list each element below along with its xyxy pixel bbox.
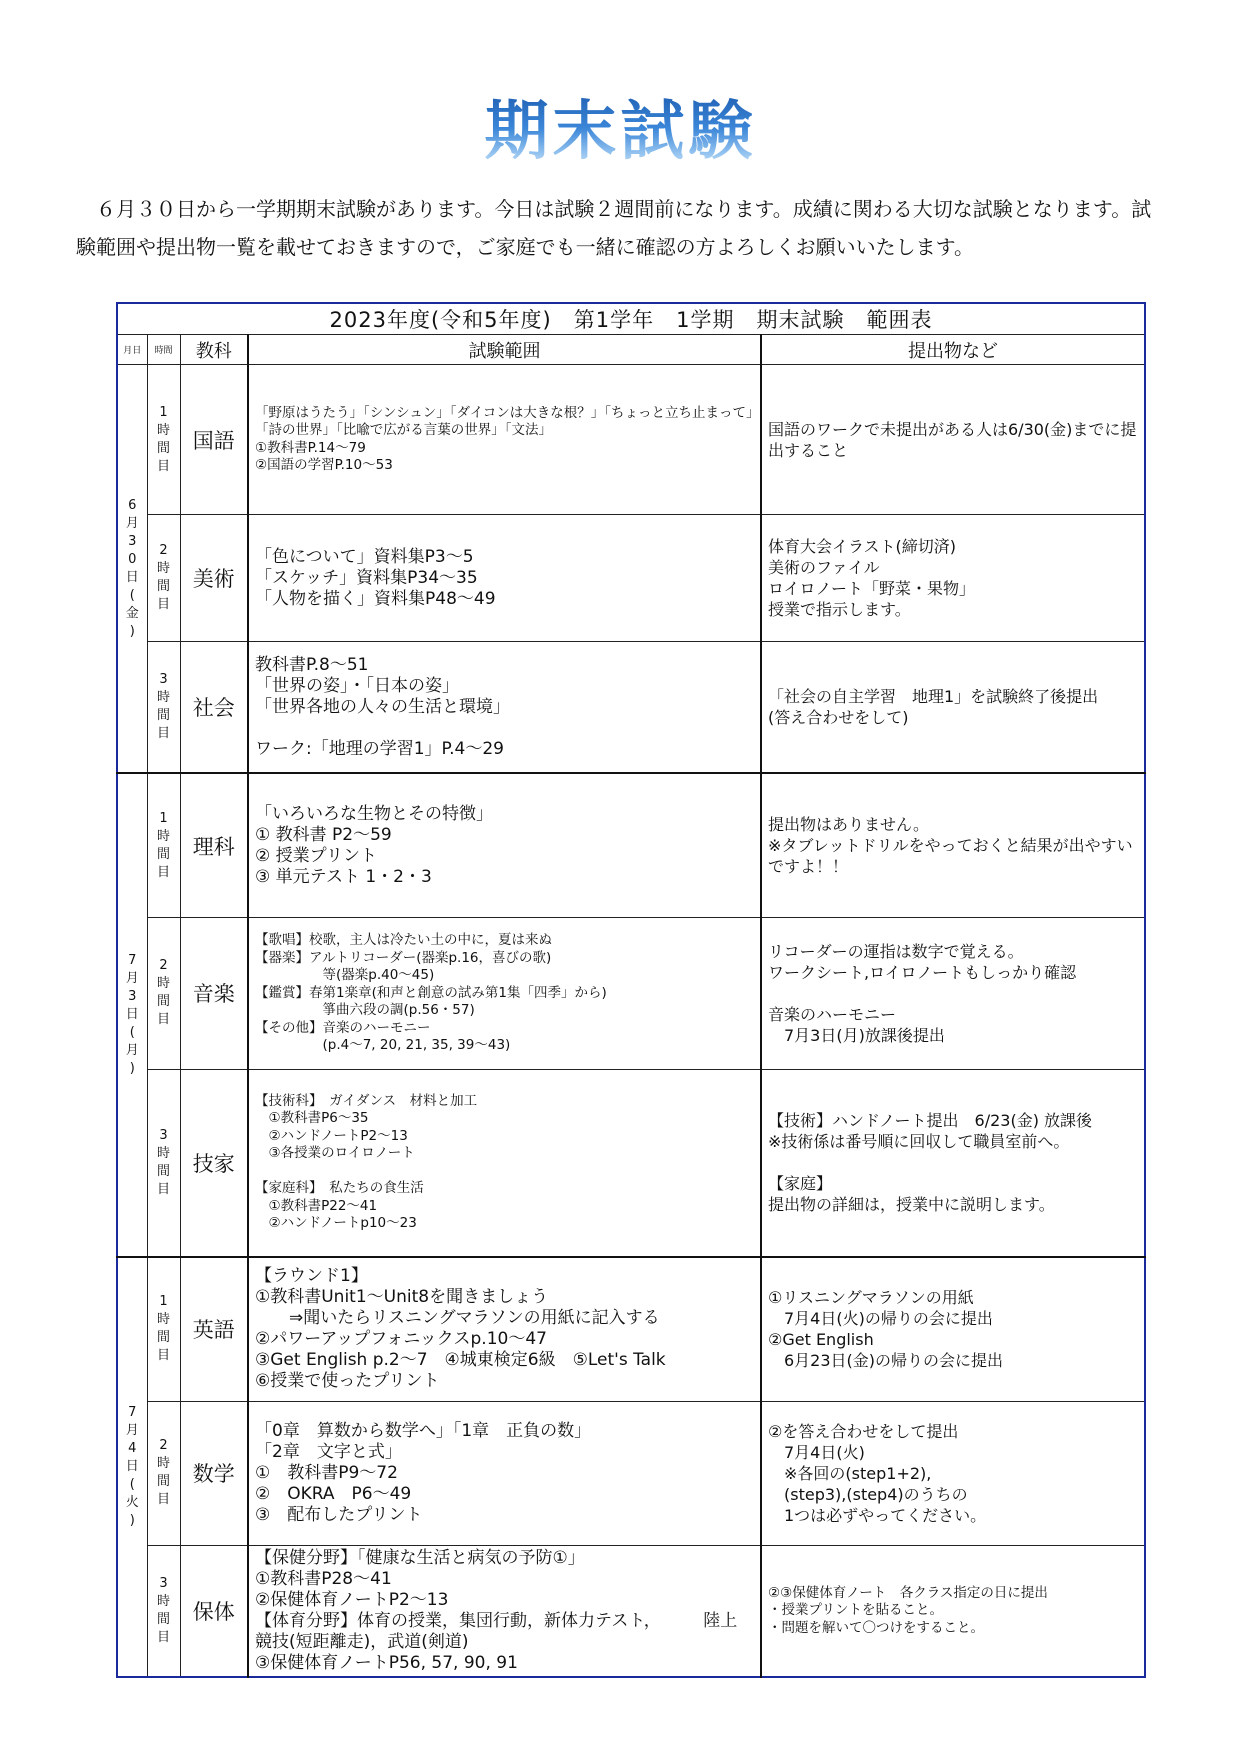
submit-cell: 国語のワークで未提出がある人は6/30(金)までに提出すること [761,365,1145,515]
day-char: 月 [125,1043,139,1058]
period-char: 目 [156,1181,170,1197]
day-char: 0 [128,551,137,567]
submit-cell: 体育大会イラスト(締切済) 美術のファイル ロイロノート「野菜・果物」 授業で指示します。 [761,515,1145,642]
table-row [117,917,1145,1069]
period-char: 間 [156,1163,170,1179]
period-char: 2 [159,958,168,974]
range-cell: 【保健分野】「健康な生活と病気の予防①」 ①教科書P28～41 ②保健体育ノートP2～13 【体育分野】体育の授業，集団行動，新体力テスト， 陸上 競技(短距離走)，武道(剣道) ③保健体育ノートP56, 57, 90, 91 [248,1545,761,1677]
day-char: 3 [128,989,137,1004]
table-body [117,365,1145,1677]
subject-cell: 国語 [180,365,248,515]
subject-cell: 音楽 [180,917,248,1069]
range-cell: 【技術科】 ガイダンス 材料と加工 ①教科書P6～35 ②ハンドノートP2～13 ③各授業のロイロノート 【家庭科】 私たちの食生活 ①教科書P22～41 ②ハンドノートp10～23 [248,1070,761,1257]
day-char: 日 [125,1007,139,1022]
table-heading: 2023年度(令和5年度) 第1学年 1学期 期末試験 範囲表 [117,303,1145,335]
submit-cell: 「社会の自主学習 地理1」を試験終了後提出 (答え合わせをして) [761,642,1145,773]
period-cell [147,1401,180,1545]
table-row [117,365,1145,515]
period-char: 間 [156,846,170,862]
submit-cell: 【技術】ハンドノート提出 6/23(金) 放課後 ※技術係は番号順に回収して職員室前へ。 【家庭】 提出物の詳細は，授業中に説明します。 [761,1070,1145,1257]
period-char: 3 [159,1127,168,1143]
subject-cell: 社会 [180,642,248,773]
period-cell [147,773,180,917]
day-char: 金 [125,605,139,621]
period-char: 時 [156,690,170,706]
period-char: 目 [156,1629,170,1645]
subject-cell: 保体 [180,1545,248,1677]
col-period: 時間 [147,335,180,365]
range-cell: 「野原はうたう」「シンシュン」「ダイコンは大きな根？」「ちょっと立ち止まって」「詩の世界」「比喩で広がる言葉の世界」「文法」 ①教科書P.14～79 ②国語の学習P.10～53 [248,365,761,515]
subject-cell: 英語 [180,1257,248,1401]
range-cell: 【歌唱】校歌，主人は冷たい土の中に，夏は来ぬ 【器楽】アルトリコーダー(器楽p.16，喜びの歌) 等(器楽p.40～45) 【鑑賞】春第1楽章(和声と創意の試み第1集「四季」から) 箏曲六段の調(p.56・57) 【その他】音楽のハーモニー (p.4～7, 20, 21, 35, 39～43) [248,917,761,1069]
day-char: ( [129,587,135,603]
period-char: 時 [156,1145,170,1161]
period-char: 間 [156,1330,170,1346]
col-subject: 教科 [180,335,248,365]
period-char: 目 [156,597,170,613]
intro-paragraph: ６月３０日から一学期期末試験があります。今日は試験２週間前になります。成績に関わる大切な試験となります。試験範囲や提出物一覧を載せておきますので，ご家庭でも一緒に確認の方よろしくお願いいたします。 [76,197,1152,259]
period-char: 目 [156,864,170,880]
day-char: 日 [125,1458,139,1474]
page-title: 期末試験 [0,92,1241,172]
day-cell [117,1257,147,1677]
table-row [117,1401,1145,1545]
period-char: 時 [156,1312,170,1328]
subject-cell: 美術 [180,515,248,642]
period-char: 目 [156,1012,170,1028]
day-char: ) [129,623,135,639]
period-char: 間 [156,440,170,456]
range-cell: 【ラウンド1】 ①教科書Unit1～Unit8を聞きましょう ⇒聞いたらリスニングマラソンの用紙に記入する ②パワーアップフォニックスp.10～47 ③Get English p.2～7 ④城東検定6級 ⑤Let's Talk ⑥授業で使ったプリント [248,1257,761,1401]
day-char: 6 [128,497,137,513]
col-range: 試験範囲 [248,335,761,365]
day-char: 4 [128,1440,137,1456]
day-char: ( [129,1476,135,1492]
day-cell [117,773,147,1257]
period-char: 間 [156,579,170,595]
period-char: 時 [156,1593,170,1609]
table-row [117,1257,1145,1401]
period-char: 目 [156,458,170,474]
submit-cell: ②③保健体育ノート 各クラス指定の日に提出 ・授業プリントを貼ること。 ・問題を解いて〇つけをすること。 [761,1545,1145,1677]
period-char: 1 [159,810,168,826]
range-cell: 「いろいろな生物とその特徴」 ① 教科書 P2～59 ② 授業プリント ③ 単元テスト 1・2・3 [248,773,761,917]
day-char: 7 [128,1404,137,1420]
day-char: 3 [128,533,137,549]
period-cell [147,515,180,642]
range-cell: 「色について」資料集P3～5 「スケッチ」資料集P34～35 「人物を描く」資料集P48～49 [248,515,761,642]
col-month: 月日 [117,335,147,365]
period-char: 3 [159,1575,168,1591]
table-row [117,642,1145,773]
period-char: 1 [159,1294,168,1310]
exam-range-table [116,302,1146,1678]
period-char: 間 [156,994,170,1010]
period-char: 目 [156,1348,170,1364]
subject-cell: 理科 [180,773,248,917]
period-cell [147,917,180,1069]
period-char: 時 [156,561,170,577]
day-char: 月 [125,971,139,986]
day-char: 日 [125,569,139,585]
day-char: ) [129,1061,135,1076]
period-char: 時 [156,1456,170,1472]
day-char: ( [129,1025,135,1040]
period-cell [147,1070,180,1257]
period-char: 時 [156,422,170,438]
period-char: 間 [156,1611,170,1627]
table-row [117,515,1145,642]
subject-cell: 技家 [180,1070,248,1257]
day-char: 月 [125,1422,139,1438]
period-char: 間 [156,1474,170,1490]
period-char: 間 [156,708,170,724]
period-cell [147,365,180,515]
submit-cell: ②を答え合わせをして提出 7月4日(火) ※各回の(step1+2), (step3),(step4)のうちの 1つは必ずやってください。 [761,1401,1145,1545]
submit-cell: リコーダーの運指は数字で覚える。 ワークシート,ロイロノートもしっかり確認 音楽のハーモニー 7月3日(月)放課後提出 [761,917,1145,1069]
period-char: 2 [159,1438,168,1454]
submit-cell: 提出物はありません。 ※タブレットドリルをやっておくと結果が出やすいですよ！！ [761,773,1145,917]
period-char: 時 [156,828,170,844]
period-cell [147,1257,180,1401]
table-row [117,1545,1145,1677]
period-char: 1 [159,404,168,420]
range-cell: 「0章 算数から数学へ」「1章 正負の数」 「2章 文字と式」 ① 教科書P9～72 ② OKRA P6～49 ③ 配布したプリント [248,1401,761,1545]
subject-cell: 数学 [180,1401,248,1545]
col-submit: 提出物など [761,335,1145,365]
period-char: 2 [159,543,168,559]
range-cell: 教科書P.8～51 「世界の姿」・「日本の姿」 「世界各地の人々の生活と環境」 ワーク:「地理の学習1」P.4～29 [248,642,761,773]
period-char: 目 [156,726,170,742]
period-char: 時 [156,976,170,992]
submit-cell: ①リスニングマラソンの用紙 7月4日(火)の帰りの会に提出 ②Get English 6月23日(金)の帰りの会に提出 [761,1257,1145,1401]
day-char: ) [129,1512,135,1528]
period-cell [147,1545,180,1677]
day-char: 火 [125,1494,139,1510]
day-char: 月 [125,515,139,531]
table-row [117,1070,1145,1257]
day-cell [117,365,147,774]
day-char: 7 [128,953,137,968]
period-char: 3 [159,672,168,688]
table-row [117,773,1145,917]
period-char: 目 [156,1492,170,1508]
period-cell [147,642,180,773]
